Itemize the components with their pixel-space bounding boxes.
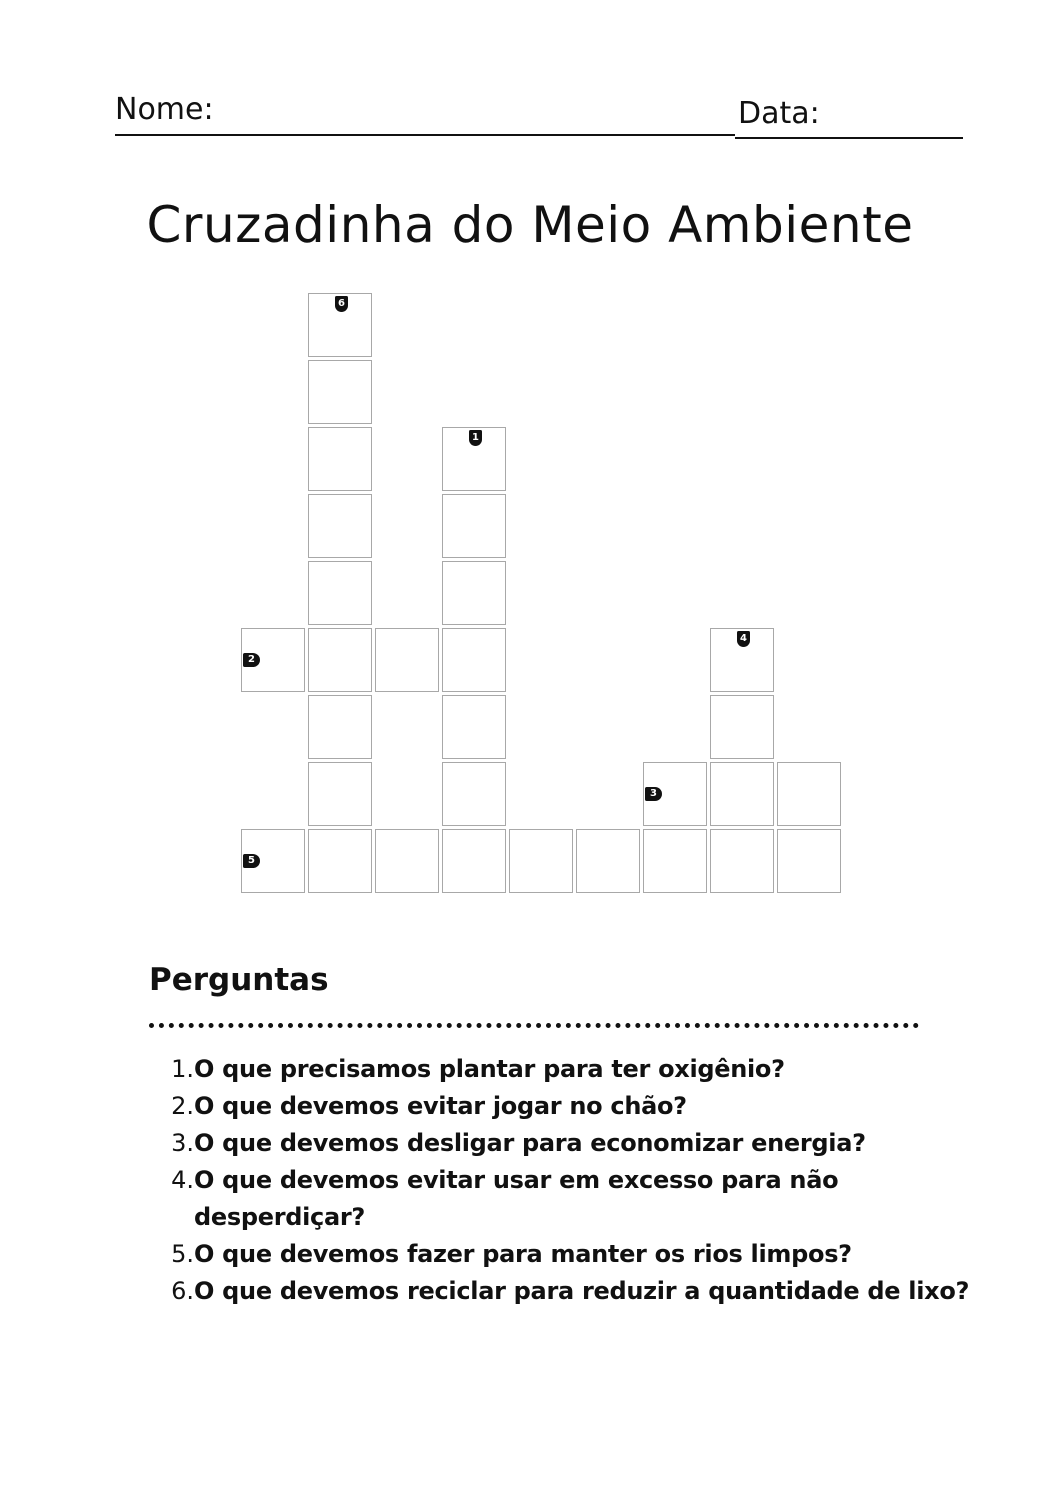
clue-number: 1 <box>469 430 482 446</box>
crossword-cell[interactable] <box>643 762 707 826</box>
page-title: Cruzadinha do Meio Ambiente <box>146 196 914 254</box>
crossword-cell[interactable] <box>308 829 372 893</box>
crossword-cell[interactable] <box>777 829 841 893</box>
crossword-cell[interactable] <box>710 762 774 826</box>
question-item <box>130 1051 1010 1088</box>
question-item <box>130 1088 1010 1125</box>
clue-number: 2 <box>243 653 260 667</box>
crossword-cell[interactable] <box>576 829 640 893</box>
crossword-cell[interactable] <box>375 829 439 893</box>
clue-number: 4 <box>737 631 750 647</box>
question-number: 1. <box>171 1055 194 1083</box>
date-label: Data: <box>738 96 820 131</box>
crossword-cell[interactable] <box>643 829 707 893</box>
question-text: O que devemos desligar para economizar energia? <box>194 1129 866 1157</box>
clue-number: 3 <box>645 787 662 801</box>
clue-number: 6 <box>335 296 348 312</box>
question-number: 2. <box>171 1092 194 1120</box>
crossword-cell[interactable] <box>308 762 372 826</box>
questions-heading: Perguntas <box>149 962 329 998</box>
name-label: Nome: <box>115 92 214 127</box>
crossword-cell[interactable] <box>710 695 774 759</box>
crossword-cell[interactable] <box>241 628 305 692</box>
crossword-cell[interactable] <box>442 427 506 491</box>
question-text: O que devemos evitar usar em excesso para não desperdiçar? <box>194 1166 839 1231</box>
question-number: 3. <box>171 1129 194 1157</box>
question-item <box>130 1273 1010 1310</box>
crossword-cell[interactable] <box>442 494 506 558</box>
crossword-cell[interactable] <box>442 561 506 625</box>
question-number: 6. <box>171 1277 194 1305</box>
crossword-cell[interactable] <box>710 628 774 692</box>
question-text: O que devemos evitar jogar no chão? <box>194 1092 687 1120</box>
crossword-cell[interactable] <box>375 628 439 692</box>
question-item <box>130 1236 1010 1273</box>
crossword-cell[interactable] <box>308 293 372 357</box>
crossword-cell[interactable] <box>308 628 372 692</box>
crossword-cell[interactable] <box>710 829 774 893</box>
question-number: 5. <box>171 1240 194 1268</box>
clue-number: 5 <box>243 854 260 868</box>
crossword-cell[interactable] <box>442 829 506 893</box>
crossword-cell[interactable] <box>308 427 372 491</box>
crossword-cell[interactable] <box>442 695 506 759</box>
crossword-cell[interactable] <box>308 360 372 424</box>
question-item <box>130 1162 1010 1236</box>
crossword-cell[interactable] <box>777 762 841 826</box>
questions-list <box>130 1051 1010 1310</box>
question-number: 4. <box>171 1166 194 1194</box>
crossword-cell[interactable] <box>241 829 305 893</box>
question-item <box>130 1125 1010 1162</box>
dotted-divider <box>149 1023 919 1028</box>
question-text: O que precisamos plantar para ter oxigênio? <box>194 1055 785 1083</box>
question-text: O que devemos fazer para manter os rios limpos? <box>194 1240 852 1268</box>
crossword-cell[interactable] <box>442 628 506 692</box>
crossword-cell[interactable] <box>308 561 372 625</box>
crossword-cell[interactable] <box>308 494 372 558</box>
crossword-cell[interactable] <box>442 762 506 826</box>
crossword-cell[interactable] <box>308 695 372 759</box>
crossword-cell[interactable] <box>509 829 573 893</box>
question-text: O que devemos reciclar para reduzir a quantidade de lixo? <box>194 1277 970 1305</box>
